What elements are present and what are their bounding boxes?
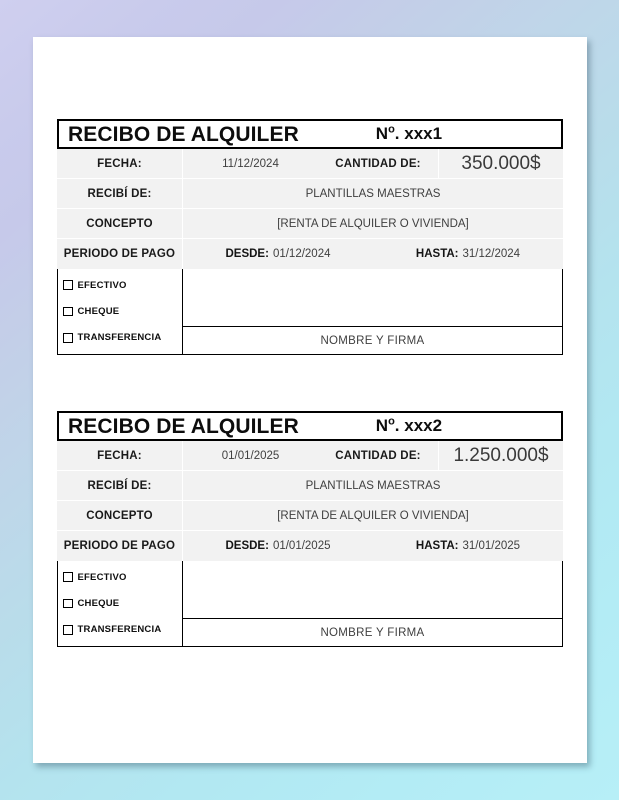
label-fecha: FECHA: [57,441,183,470]
payment-method-transferencia[interactable] [63,332,182,343]
row-concepto [57,209,563,239]
checkbox-icon[interactable] [63,572,73,582]
value-recibi-de[interactable]: PLANTILLAS MAESTRAS [305,187,441,200]
row-fecha [57,149,563,179]
row-fecha [57,441,563,471]
checkbox-icon[interactable] [63,333,73,343]
row-periodo-de-pago [57,531,563,561]
hasta-date: 31/01/2025 [462,540,521,552]
checkbox-icon[interactable] [63,307,73,317]
receipt-number-value[interactable]: xxx1 [404,124,443,143]
receipt-title-bar [57,119,563,149]
value-concepto[interactable]: [RENTA DE ALQUILER O VIVIENDA] [277,217,469,230]
receipt-number-ordinal: o [388,415,395,428]
row-concepto [57,501,563,531]
desde-date: 01/12/2024 [272,248,331,260]
row-periodo-de-pago [57,239,563,269]
receipt-number-dot: . [394,416,400,435]
signature-area[interactable] [183,269,562,327]
value-fecha[interactable]: 11/12/2024 [222,157,279,170]
payment-methods-list [58,561,183,646]
payment-method-label: CHEQUE [77,305,120,317]
value-desde[interactable] [183,531,373,561]
row-recibi-de [57,179,563,209]
payment-method-label: TRANSFERENCIA [77,332,162,344]
receipt-fields-table [57,441,563,561]
label-concepto: CONCEPTO [57,501,183,530]
payment-methods-list [58,269,183,354]
label-periodo-de-pago: PERIODO DE PAGO [57,239,183,269]
value-cantidad[interactable]: 1.250.000$ [438,441,563,470]
payment-method-transferencia[interactable] [63,624,182,635]
label-hasta: HASTA: [415,540,459,552]
payment-method-label: EFECTIVO [77,571,127,583]
value-hasta[interactable] [373,239,563,269]
value-concepto[interactable]: [RENTA DE ALQUILER O VIVIENDA] [277,509,469,522]
label-desde: DESDE: [225,540,269,552]
checkbox-icon[interactable] [63,625,73,635]
value-recibi-de[interactable]: PLANTILLAS MAESTRAS [305,479,441,492]
label-hasta: HASTA: [415,248,459,260]
receipt-number-prefix: N [375,124,389,143]
label-desde: DESDE: [225,248,269,260]
label-cantidad: CANTIDAD DE: [335,157,421,170]
signature-area[interactable] [183,561,562,619]
label-concepto: CONCEPTO [57,209,183,238]
payment-signature-block [57,269,563,355]
receipt-number [299,124,561,144]
checkbox-icon[interactable] [63,599,73,609]
document-page [33,37,587,763]
payment-method-label: TRANSFERENCIA [77,624,162,636]
payment-method-efectivo[interactable] [63,280,182,291]
payment-method-label: CHEQUE [77,597,120,609]
value-cantidad[interactable]: 350.000$ [438,149,563,178]
signature-column [183,269,562,354]
receipt-title: RECIBO DE ALQUILER [68,414,299,438]
row-recibi-de [57,471,563,501]
signature-label: NOMBRE Y FIRMA [320,626,425,639]
value-fecha[interactable]: 01/01/2025 [221,449,280,462]
signature-label: NOMBRE Y FIRMA [320,334,425,347]
payment-method-cheque[interactable] [63,306,182,317]
desde-date: 01/01/2025 [272,540,331,552]
label-cantidad: CANTIDAD DE: [335,449,421,462]
hasta-date: 31/12/2024 [462,248,521,260]
receipt-number-value[interactable]: xxx2 [404,416,443,435]
receipt-title: RECIBO DE ALQUILER [68,122,299,146]
checkbox-icon[interactable] [63,280,73,290]
label-fecha: FECHA: [57,149,183,178]
payment-method-label: EFECTIVO [77,279,127,291]
label-recibi-de: RECIBÍ DE: [57,471,183,500]
signature-column [183,561,562,646]
receipt-block-2 [57,411,563,647]
receipt-number-prefix: N [375,416,389,435]
label-recibi-de: RECIBÍ DE: [57,179,183,208]
receipt-number-dot: . [394,124,400,143]
value-hasta[interactable] [373,531,563,561]
receipt-fields-table [57,149,563,269]
receipt-title-bar [57,411,563,441]
payment-method-cheque[interactable] [63,598,182,609]
value-desde[interactable] [183,239,373,269]
payment-signature-block [57,561,563,647]
label-periodo-de-pago: PERIODO DE PAGO [57,531,183,561]
payment-method-efectivo[interactable] [63,572,182,583]
receipt-number-ordinal: o [388,123,395,136]
receipt-block-1 [57,119,563,355]
receipt-number [299,416,561,436]
